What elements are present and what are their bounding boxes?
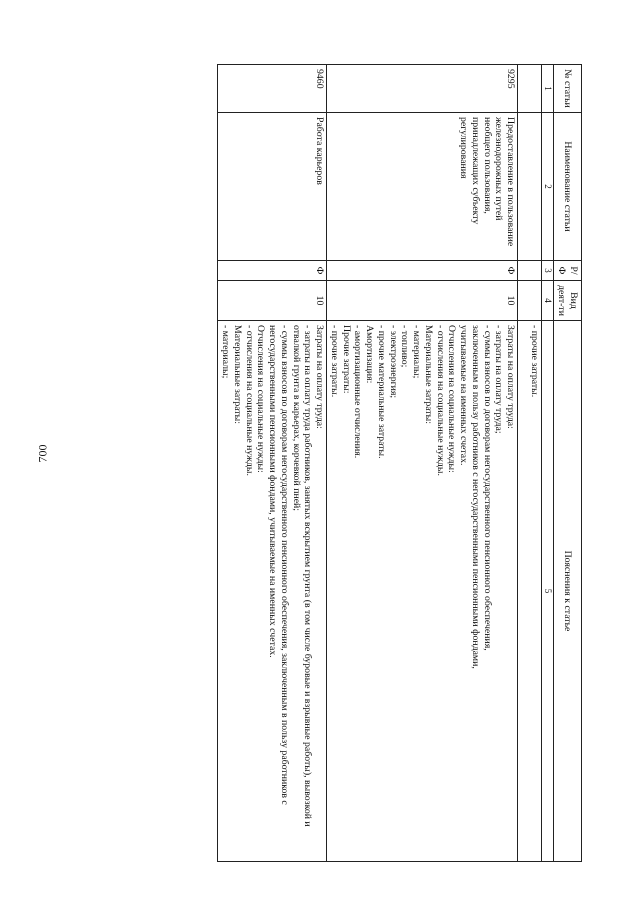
row-name [518,113,542,261]
note-line: - прочие затраты. [328,325,340,398]
note-line: - амортизационные отчисления. [352,325,364,459]
note-line: Материальные затраты: [422,325,434,424]
note-line: заключенным в пользу работников с негосударственными пенсионными фондами, [469,325,481,669]
note-line: - электроэнергия; [387,325,399,399]
column-number: 4 [542,281,554,321]
page-number: 700 [35,444,50,463]
table-row [327,65,518,862]
row-code [518,65,542,113]
column-number-row [542,65,554,862]
articles-table [217,64,582,862]
note-line: учитываемые на именных счетах. [458,325,470,466]
row-notes [218,321,327,862]
row-code: 9295 [327,65,518,113]
note-line: - отчисления на социальные нужды. [434,325,446,476]
note-line: - затраты на оплату труда; [493,325,505,434]
row-activity [518,281,542,321]
header-rf: Р/ Ф [554,261,582,281]
column-number: 2 [542,113,554,261]
row-activity: 10 [327,281,518,321]
row-name: Предоставление в пользование железнодорожных путей необщего пользования, принадлежащих субъекту регулирования [327,113,518,261]
row-name: Работа карьеров [218,113,327,261]
note-line: - прочие материальные затраты. [375,325,387,459]
note-line: Затраты на оплату труда: [505,325,517,429]
column-number: 5 [542,321,554,862]
header-code: № статьи [554,65,582,113]
rotated-table-page [88,64,582,862]
note-line: - суммы взносов по договорам негосударственного пенсионного обеспечения, [481,325,493,651]
note-line: - отчисления на социальные нужды. [243,325,255,476]
header-name: Наименование статьи [554,113,582,261]
row-notes [518,321,542,862]
note-line: - суммы взносов по договорам негосударственного пенсионного обеспечения, заключенным в пользу работников с негосударственными пенсионными фондами, учитываемые на именных счетах. [267,325,290,805]
column-number: 1 [542,65,554,113]
row-notes [327,321,518,862]
row-code: 9460 [218,65,327,113]
note-line: Затраты на оплату труда: [314,325,326,429]
row-activity: 10 [218,281,327,321]
note-line: - материалы; [411,325,423,379]
note-line: - материалы; [220,325,232,379]
note-line: Отчисления на социальные нужды: [446,325,458,473]
column-number: 3 [542,261,554,281]
note-line: Материальные затраты: [231,325,243,424]
header-notes: Пояснения к статье [554,321,582,862]
note-line: - топливо; [399,325,411,368]
note-line: - прочие затраты. [529,325,541,398]
row-rf: Ф [218,261,327,281]
note-line: - затраты на оплату труда работников, занятых вскрытием грунта (в том числе буровые и взрывные работы), вывозкой и отвалкой грунта в карьерах, корчевкой пней; [290,325,314,827]
note-line: Отчисления на социальные нужды: [255,325,267,473]
row-rf: Ф [327,261,518,281]
note-line: Прочие затраты: [340,325,352,394]
row-rf [518,261,542,281]
header-activity: Вид деят-ти [554,281,582,321]
table-row [518,65,542,862]
note-line: Амортизация: [364,325,376,384]
table-row [218,65,327,862]
header-row [554,65,582,862]
